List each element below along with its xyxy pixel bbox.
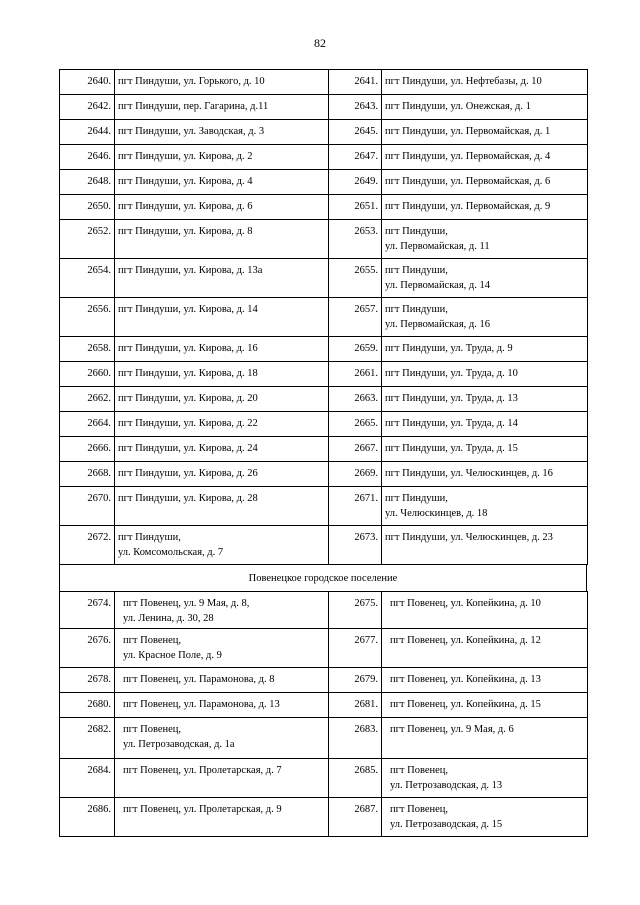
entry-address xyxy=(115,95,329,120)
address-line: пгт Пиндуши, ул. Кирова, д. 24 xyxy=(118,443,258,454)
entry-number: 2651. xyxy=(329,195,382,220)
address-line: пгт Пиндуши, ул. Кирова, д. 8 xyxy=(118,226,253,237)
entry-number: 2682. xyxy=(60,718,115,759)
address-line: пгт Пиндуши, ул. Кирова, д. 2 xyxy=(118,151,253,162)
table-row xyxy=(60,95,588,120)
address-line: пгт Пиндуши, ул. Первомайская, д. 9 xyxy=(385,201,551,212)
entry-address xyxy=(382,298,588,337)
entry-address xyxy=(115,437,329,462)
entry-number: 2640. xyxy=(60,70,115,95)
table-row xyxy=(60,693,588,718)
address-line: пгт Повенец, ул. 9 Мая, д. 6 xyxy=(390,724,514,735)
address-line: пгт Повенец, ул. 9 Мая, д. 8, xyxy=(123,598,250,609)
entry-number: 2646. xyxy=(60,145,115,170)
address-line: ул. Красное Поле, д. 9 xyxy=(123,650,222,661)
table-row xyxy=(60,259,588,298)
entry-number: 2672. xyxy=(60,526,115,565)
address-table-pindushi xyxy=(59,69,588,565)
address-line: пгт Пиндуши, ул. Кирова, д. 6 xyxy=(118,201,253,212)
entry-number: 2666. xyxy=(60,437,115,462)
entry-number: 2649. xyxy=(329,170,382,195)
address-line: ул. Петрозаводская, д. 15 xyxy=(390,819,503,830)
entry-number: 2654. xyxy=(60,259,115,298)
entry-number: 2663. xyxy=(329,387,382,412)
address-line: пгт Пиндуши, ул. Горького, д. 10 xyxy=(118,76,265,87)
entry-number: 2664. xyxy=(60,412,115,437)
address-line: пгт Пиндуши, ул. Первомайская, д. 6 xyxy=(385,176,551,187)
address-line: ул. Челюскинцев, д. 18 xyxy=(385,508,488,519)
address-line: ул. Первомайская, д. 14 xyxy=(385,280,490,291)
address-line: пгт Повенец, xyxy=(390,804,449,815)
table-row xyxy=(60,526,588,565)
entry-address xyxy=(382,798,588,837)
entry-address xyxy=(382,387,588,412)
address-line: пгт Пиндуши, ул. Труда, д. 15 xyxy=(385,443,518,454)
table-row xyxy=(60,759,588,798)
address-line: пгт Пиндуши, xyxy=(385,226,448,237)
entry-address xyxy=(382,759,588,798)
address-line: пгт Пиндуши, ул. Кирова, д. 26 xyxy=(118,468,258,479)
entry-address xyxy=(382,120,588,145)
entry-number: 2677. xyxy=(329,629,382,668)
address-line: ул. Первомайская, д. 16 xyxy=(385,319,490,330)
address-line: ул. Комсомольская, д. 7 xyxy=(118,547,224,558)
entry-number: 2671. xyxy=(329,487,382,526)
entry-address xyxy=(382,693,588,718)
table-row xyxy=(60,437,588,462)
entry-number: 2662. xyxy=(60,387,115,412)
address-line: пгт Повенец, ул. Пролетарская, д. 7 xyxy=(123,765,282,776)
table-row xyxy=(60,70,588,95)
entry-number: 2653. xyxy=(329,220,382,259)
entry-address xyxy=(382,259,588,298)
entry-address xyxy=(382,170,588,195)
address-line: пгт Повенец, ул. Парамонова, д. 8 xyxy=(123,674,275,685)
entry-number: 2668. xyxy=(60,462,115,487)
entry-number: 2678. xyxy=(60,668,115,693)
address-line: пгт Пиндуши, xyxy=(385,265,448,276)
address-line: пгт Пиндуши, xyxy=(385,493,448,504)
entry-number: 2656. xyxy=(60,298,115,337)
table-row xyxy=(60,362,588,387)
table-row xyxy=(60,298,588,337)
table-row xyxy=(60,462,588,487)
entry-number: 2642. xyxy=(60,95,115,120)
entry-address xyxy=(115,145,329,170)
address-line: пгт Пиндуши, ул. Труда, д. 10 xyxy=(385,368,518,379)
address-line: пгт Пиндуши, ул. Кирова, д. 20 xyxy=(118,393,258,404)
section-title: Повенецкое городское поселение xyxy=(60,565,587,592)
entry-address xyxy=(115,412,329,437)
address-line: пгт Пиндуши, ул. Онежская, д. 1 xyxy=(385,101,531,112)
address-table-body xyxy=(60,70,588,565)
entry-address xyxy=(115,298,329,337)
address-line: ул. Петрозаводская, д. 1а xyxy=(123,739,235,750)
entry-address xyxy=(382,668,588,693)
entry-number: 2647. xyxy=(329,145,382,170)
entry-address xyxy=(382,718,588,759)
table-row xyxy=(60,337,588,362)
address-line: пгт Пиндуши, ул. Кирова, д. 16 xyxy=(118,343,258,354)
entry-address xyxy=(115,337,329,362)
entry-address xyxy=(382,592,588,629)
table-row xyxy=(60,195,588,220)
entry-address xyxy=(382,412,588,437)
address-table-body xyxy=(60,592,588,837)
entry-address xyxy=(115,362,329,387)
address-line: пгт Пиндуши, xyxy=(385,304,448,315)
address-line: пгт Повенец, xyxy=(123,724,182,735)
entry-number: 2675. xyxy=(329,592,382,629)
address-line: пгт Повенец, ул. Пролетарская, д. 9 xyxy=(123,804,282,815)
entry-address xyxy=(382,437,588,462)
entry-number: 2673. xyxy=(329,526,382,565)
table-row xyxy=(60,387,588,412)
entry-number: 2684. xyxy=(60,759,115,798)
address-line: пгт Пиндуши, ул. Челюскинцев, д. 23 xyxy=(385,532,553,543)
entry-address xyxy=(382,70,588,95)
entry-address xyxy=(115,487,329,526)
entry-number: 2679. xyxy=(329,668,382,693)
entry-number: 2674. xyxy=(60,592,115,629)
address-line: пгт Пиндуши, ул. Кирова, д. 28 xyxy=(118,493,258,504)
address-line: пгт Повенец, ул. Копейкина, д. 10 xyxy=(390,598,541,609)
entry-number: 2680. xyxy=(60,693,115,718)
entry-number: 2648. xyxy=(60,170,115,195)
address-line: пгт Пиндуши, xyxy=(118,532,181,543)
table-row xyxy=(60,170,588,195)
address-line: пгт Пиндуши, ул. Труда, д. 14 xyxy=(385,418,518,429)
table-row xyxy=(60,592,588,629)
entry-number: 2652. xyxy=(60,220,115,259)
entry-address xyxy=(382,195,588,220)
entry-address xyxy=(382,629,588,668)
address-line: пгт Повенец, ул. Копейкина, д. 12 xyxy=(390,635,541,646)
address-line: пгт Пиндуши, пер. Гагарина, д.11 xyxy=(118,101,269,112)
address-line: пгт Пиндуши, ул. Кирова, д. 13а xyxy=(118,265,263,276)
entry-address xyxy=(115,526,329,565)
entry-address xyxy=(115,170,329,195)
address-line: пгт Пиндуши, ул. Первомайская, д. 1 xyxy=(385,126,551,137)
entry-number: 2665. xyxy=(329,412,382,437)
entry-number: 2660. xyxy=(60,362,115,387)
entry-address xyxy=(115,693,329,718)
entry-number: 2650. xyxy=(60,195,115,220)
address-line: пгт Пиндуши, ул. Первомайская, д. 4 xyxy=(385,151,551,162)
entry-address xyxy=(382,337,588,362)
entry-number: 2681. xyxy=(329,693,382,718)
section-header-row xyxy=(60,565,587,592)
address-line: пгт Пиндуши, ул. Нефтебазы, д. 10 xyxy=(385,76,542,87)
entry-number: 2659. xyxy=(329,337,382,362)
table-row xyxy=(60,220,588,259)
entry-address xyxy=(115,718,329,759)
section-header xyxy=(59,564,587,592)
entry-number: 2661. xyxy=(329,362,382,387)
entry-number: 2655. xyxy=(329,259,382,298)
entry-address xyxy=(115,195,329,220)
entry-address xyxy=(115,259,329,298)
table-row xyxy=(60,629,588,668)
entry-number: 2667. xyxy=(329,437,382,462)
entry-address xyxy=(115,668,329,693)
entry-address xyxy=(115,387,329,412)
address-line: пгт Пиндуши, ул. Кирова, д. 14 xyxy=(118,304,258,315)
entry-number: 2686. xyxy=(60,798,115,837)
entry-number: 2687. xyxy=(329,798,382,837)
address-line: пгт Пиндуши, ул. Кирова, д. 4 xyxy=(118,176,253,187)
entry-number: 2644. xyxy=(60,120,115,145)
table-row xyxy=(60,145,588,170)
entry-address xyxy=(382,220,588,259)
address-table-povenets xyxy=(59,591,588,837)
entry-number: 2676. xyxy=(60,629,115,668)
address-line: ул. Петрозаводская, д. 13 xyxy=(390,780,503,791)
entry-number: 2685. xyxy=(329,759,382,798)
address-line: пгт Повенец, xyxy=(390,765,449,776)
address-line: пгт Пиндуши, ул. Труда, д. 9 xyxy=(385,343,513,354)
entry-address xyxy=(115,220,329,259)
entry-address xyxy=(382,145,588,170)
address-line: пгт Пиндуши, ул. Челюскинцев, д. 16 xyxy=(385,468,553,479)
address-line: пгт Пиндуши, ул. Кирова, д. 18 xyxy=(118,368,258,379)
address-line: ул. Первомайская, д. 11 xyxy=(385,241,490,252)
entry-address xyxy=(382,362,588,387)
entry-address xyxy=(382,95,588,120)
entry-address xyxy=(115,629,329,668)
address-line: пгт Пиндуши, ул. Кирова, д. 22 xyxy=(118,418,258,429)
entry-number: 2670. xyxy=(60,487,115,526)
entry-address xyxy=(115,592,329,629)
entry-number: 2643. xyxy=(329,95,382,120)
entry-address xyxy=(382,462,588,487)
entry-address xyxy=(115,70,329,95)
entry-number: 2683. xyxy=(329,718,382,759)
page-number: 82 xyxy=(314,36,326,50)
entry-number: 2669. xyxy=(329,462,382,487)
entry-number: 2657. xyxy=(329,298,382,337)
table-row xyxy=(60,798,588,837)
address-line: пгт Повенец, ул. Парамонова, д. 13 xyxy=(123,699,280,710)
entry-address xyxy=(115,798,329,837)
entry-address xyxy=(382,487,588,526)
address-line: ул. Ленина, д. 30, 28 xyxy=(123,613,214,624)
entry-address xyxy=(115,462,329,487)
entry-number: 2645. xyxy=(329,120,382,145)
entry-number: 2641. xyxy=(329,70,382,95)
address-line: пгт Повенец, ул. Копейкина, д. 13 xyxy=(390,674,541,685)
address-line: пгт Пиндуши, ул. Труда, д. 13 xyxy=(385,393,518,404)
entry-address xyxy=(115,120,329,145)
entry-address xyxy=(382,526,588,565)
entry-number: 2658. xyxy=(60,337,115,362)
address-line: пгт Повенец, ул. Копейкина, д. 15 xyxy=(390,699,541,710)
entry-address xyxy=(115,759,329,798)
table-row xyxy=(60,718,588,759)
address-line: пгт Повенец, xyxy=(123,635,182,646)
table-row xyxy=(60,668,588,693)
table-row xyxy=(60,412,588,437)
table-row xyxy=(60,487,588,526)
table-row xyxy=(60,120,588,145)
address-line: пгт Пиндуши, ул. Заводская, д. 3 xyxy=(118,126,265,137)
